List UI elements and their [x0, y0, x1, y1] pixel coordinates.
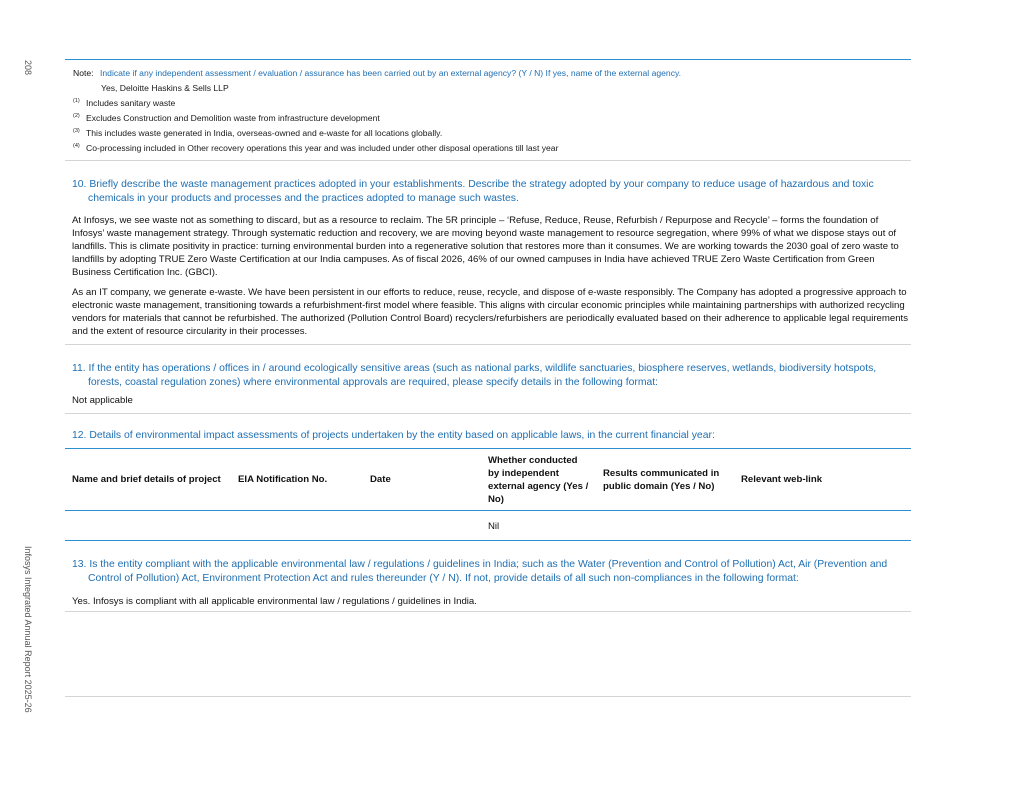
- section-13-answer: Yes. Infosys is compliant with all applicable environmental law / regulations / guidelines in India.: [72, 596, 477, 607]
- footnote-mark: (1): [73, 98, 80, 104]
- column-header: Date: [370, 474, 391, 485]
- notes-block: [65, 60, 911, 160]
- note-question-text: Indicate if any independent assessment / evaluation / assurance has been carried out by an external agency? (Y / N) If yes, name of the external agency.: [100, 68, 682, 78]
- divider: [65, 344, 911, 345]
- section-13: [65, 558, 911, 608]
- footnote-mark: (2): [73, 113, 80, 119]
- table-row: [65, 511, 911, 541]
- note-question: [73, 66, 911, 81]
- section-10-para-2: As an IT company, we generate e-waste. We have been persistent in our efforts to reduce, reuse, recycle, and dispose of e-waste responsibly. The Company has adopted a progressive approach to electronic waste management, transitioning towards a refurbishment-first model where feasible. This aligns with circular economic principles while maintaining partnerships with authorized recycling vendors for materials that cannot be refurbished. The authorized (Pollution Control Board) recyclers/refurbishers are periodically evaluated based on their adherence to applicable legal requirements and the extent of resource circularity in their processes.: [72, 287, 909, 337]
- section-10-para-1: At Infosys, we see waste not as something to discard, but as a resource to reclaim. The 5R principle – ‘Refuse, Reduce, Reuse, Refurbish / Repurpose and Recycle’ – forms the foundation of Infosys’ waste management strategy. Through systematic reduction and recovery, we are moving beyond waste management to resource segregation, where 99% of what we dispose stays out of landfills. This is climate positivity in practice: turning environmental burden into a regenerative solution that restores more than it consumes. We are working towards the 2030 goal of zero waste to landfills by adopting TRUE Zero Waste Certification at our India campuses. As of fiscal 2026, 46% of our owned campuses in India have achieved TRUE Zero Waste Certification from Green Business Certification Inc. (GBCI).: [72, 215, 899, 278]
- footnote-2: [73, 111, 911, 126]
- bottom-rule: [65, 696, 911, 697]
- column-header: Results communicated in public domain (Yes / No): [603, 467, 720, 492]
- footnote-text: Excludes Construction and Demolition waste from infrastructure development: [86, 113, 380, 123]
- footnote-text: This includes waste generated in India, overseas-owned and e-waste for all locations globally.: [86, 128, 443, 138]
- footnote-4: [73, 141, 911, 156]
- page-content: [65, 59, 911, 697]
- report-title: Infosys Integrated Annual Report 2025-26: [23, 546, 33, 713]
- footnote-mark: (4): [73, 143, 80, 149]
- section-12: [65, 429, 911, 541]
- note-label: Note:: [73, 68, 94, 78]
- page-number: 208: [23, 60, 33, 76]
- divider: [65, 611, 911, 612]
- footnote-text: Co-processing included in Other recovery operations this year and was included under other disposal operations till last year: [86, 143, 559, 153]
- section-11-answer: Not applicable: [72, 395, 133, 406]
- divider: [65, 413, 911, 414]
- table-header-row: [65, 449, 911, 511]
- column-header: Name and brief details of project: [72, 474, 221, 485]
- section-11: [65, 362, 911, 407]
- section-10: [65, 178, 911, 338]
- section-12-question: 12. Details of environmental impact assessments of projects undertaken by the entity based on applicable laws, in the current financial year:: [72, 430, 715, 441]
- footnote-text: Includes sanitary waste: [86, 98, 176, 108]
- footnote-mark: (3): [73, 128, 80, 134]
- section-11-question: 11. If the entity has operations / offices in / around ecologically sensitive areas (such as national parks, wildlife sanctuaries, biosphere reserves, wetlands, biodiversity hotspots, forests, coastal regulation zones) where environmental approvals are required, please specify details in the following format:: [72, 363, 877, 388]
- note-answer: Yes, Deloitte Haskins & Sells LLP: [101, 83, 229, 93]
- column-header: EIA Notification No.: [238, 474, 328, 485]
- footnote-3: [73, 126, 911, 141]
- section-10-question: 10. Briefly describe the waste management practices adopted in your establishments. Describe the strategy adopted by your company to reduce usage of hazardous and toxic chemicals in your products and processes and the practices adopted to manage such wastes.: [72, 179, 874, 204]
- footnote-1: [73, 96, 911, 111]
- nil-cell: Nil: [488, 521, 500, 532]
- divider: [65, 160, 911, 161]
- column-header: Whether conducted by independent external agency (Yes / No): [488, 454, 589, 505]
- eia-table: [65, 448, 911, 541]
- column-header: Relevant web-link: [741, 474, 823, 485]
- section-13-question: 13. Is the entity compliant with the applicable environmental law / regulations / guidelines in India; such as the Water (Prevention and Control of Pollution) Act, Air (Prevention and Control of Pollution) Act, Environment Protection Act and rules thereunder (Y / N). If not, provide details of all such non-compliances in the following format:: [72, 559, 888, 584]
